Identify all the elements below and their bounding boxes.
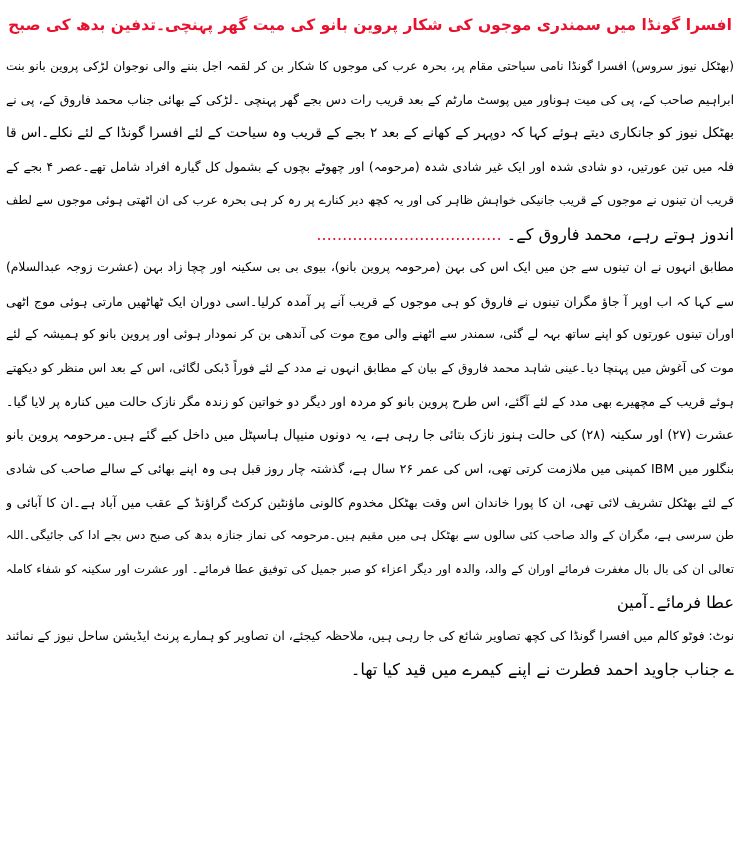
text-line: ے جناب جاوید احمد فطرت نے اپنے کیمرے میں قید کیا تھا۔	[350, 660, 734, 679]
text-line: مطابق انہوں نے ان تینوں سے جن میں ایک اس کی بہن (مرحومہ پروین بانو)، بیوی بی بی سکینہ اور چچا زاد بہن (عشرت زوجہ عبدالسلام)	[6, 260, 734, 274]
paragraph-intro	[6, 50, 734, 251]
text-line: نوٹ: فوٹو کالم میں افسرا گونڈا کی کچھ تصاویر شائع کی جا رہی ہیں، ملاحظہ کیجئے، ان تصاویر کو ہمارے پرنٹ ایڈیشن ساحل نیوز کے نمائند	[6, 628, 734, 643]
text-line: تعالی ان کی بال بال مغفرت فرمائے اوران کے والد، والدہ اور دیگر اعزاء کو صبر جمیل کی توفیق عطا فرمائے۔ اور عشرت اور سکینہ کو شفاء کاملہ	[6, 561, 734, 576]
separator-dots: ....................................	[316, 224, 502, 244]
text-line: ابراہیم صاحب کے، پی کی میت ہوناور میں پوسٹ مارٹم کے بعد قریب رات دس بجے گھر پہنچی ۔لڑکی کے بھائی جناب محمد فاروق کے، پی نے	[6, 92, 734, 107]
paragraph-note	[6, 620, 734, 687]
text-line: بھٹکل نیوز کو جانکاری دیتے ہوئے کہا کہ دوپہر کے کھانے کے بعد ۲ بجے کے قریب وہ سیاحت کے لئے افسرا گونڈا کے لئے نکلے۔اس قا	[6, 125, 734, 141]
paragraph-body	[6, 251, 734, 620]
text-line: فلہ میں تین عورتیں، دو شادی شدہ اور ایک غیر شادی شدہ (مرحومہ) اور چھوٹے بچوں کے بشمول کل گیارہ افراد شامل تھے۔عصر ۴ بجے کے	[6, 159, 734, 174]
text-line: ہوئے قریب کے مچھیرے بھی مدد کے لئے آگئے، اس طرح پروین بانو کو مردہ اور دیگر دو خواتین کو زندہ مگر نازک حالت میں کنارہ پر لایا گیا۔	[6, 394, 734, 409]
text-line: اوران تینوں عورتوں کو اپنے ساتھ بہہ لے گئی، سمندر سے اٹھنے والی موج موت کی آندھی بن کر نمودار ہوئی اور پروین بانو کو ہمیشہ کے لئے	[6, 327, 734, 341]
text-line-end: اندوز ہوتے رہے، محمد فاروق کے۔	[506, 224, 734, 244]
text-line: (بھٹکل نیوز سروس) افسرا گونڈا نامی سیاحتی مقام پر، بحرہ عرب کی موجوں کا شکار بن کر لقمہ اجل بننے والی نوجوان لڑکی پروین بانو بنت	[6, 59, 734, 73]
text-line: موت کی آغوش میں پہنچا دیا۔عینی شاہد محمد فاروق کے بیان کے مطابق انہوں نے مدد کے لئے فوراً ڈبکی لگائی، اس کے بعد اس منظر کو دیکھتے	[6, 360, 734, 375]
text-line: بنگلور میں IBM کمپنی میں ملازمت کرتی تھی، اس کی عمر ۲۶ سال ہے، گذشتہ چار روز قبل ہی وہ اپنے بھائی کے سالے صاحب کی شادی	[6, 461, 734, 476]
text-line: عشرت (۲۷) اور سکینہ (۲۸) کی حالت ہنوز نازک بتائی جا رہی ہے، یہ دونوں منیپال ہاسپٹل میں داخل کیے گئے ہیں۔مرحومہ پروین بانو	[6, 427, 734, 443]
text-line: سے کہا کہ اب اوپر آ جاؤ مگران تینوں نے فاروق کو ہی موجوں کے قریب آنے پر آمدہ کرلیا۔اسی دوران ایک ٹھاٹھیں مارتی ہوئی موج اٹھی	[6, 293, 734, 309]
text-line: عطا فرمائے۔آمین	[616, 593, 734, 612]
text-line: کے لئے بھٹکل تشریف لائی تھی، ان کا پورا خاندان اس وقت بھٹکل مخدوم کالونی ماؤنٹین کرکٹ گراؤنڈ کے عقب میں آباد ہے۔ان کا آبائی و	[6, 494, 734, 510]
headline: افسرا گونڈا میں سمندری موجوں کی شکار پروین بانو کی میت گھر پہنچی۔تدفین بدھ کی صبح	[8, 16, 732, 34]
text-line-with-dots	[6, 218, 734, 252]
text-line: طن سرسی ہے، مگران کے والد صاحب کئی سالوں سے بھٹکل ہی میں مقیم ہیں۔مرحومہ کی نماز جنازہ بدھ کی صبح دس بجے ادا کی جائیگی۔اللہ	[6, 528, 734, 542]
text-line: قریب ان تینوں نے موجوں کے قریب جانیکی خواہش ظاہر کی اور یہ کچھ دیر کنارے پر رہ کر ہی بحرہ عرب کی ان اٹھتی ہوئی موجوں سے لطف	[6, 193, 734, 207]
